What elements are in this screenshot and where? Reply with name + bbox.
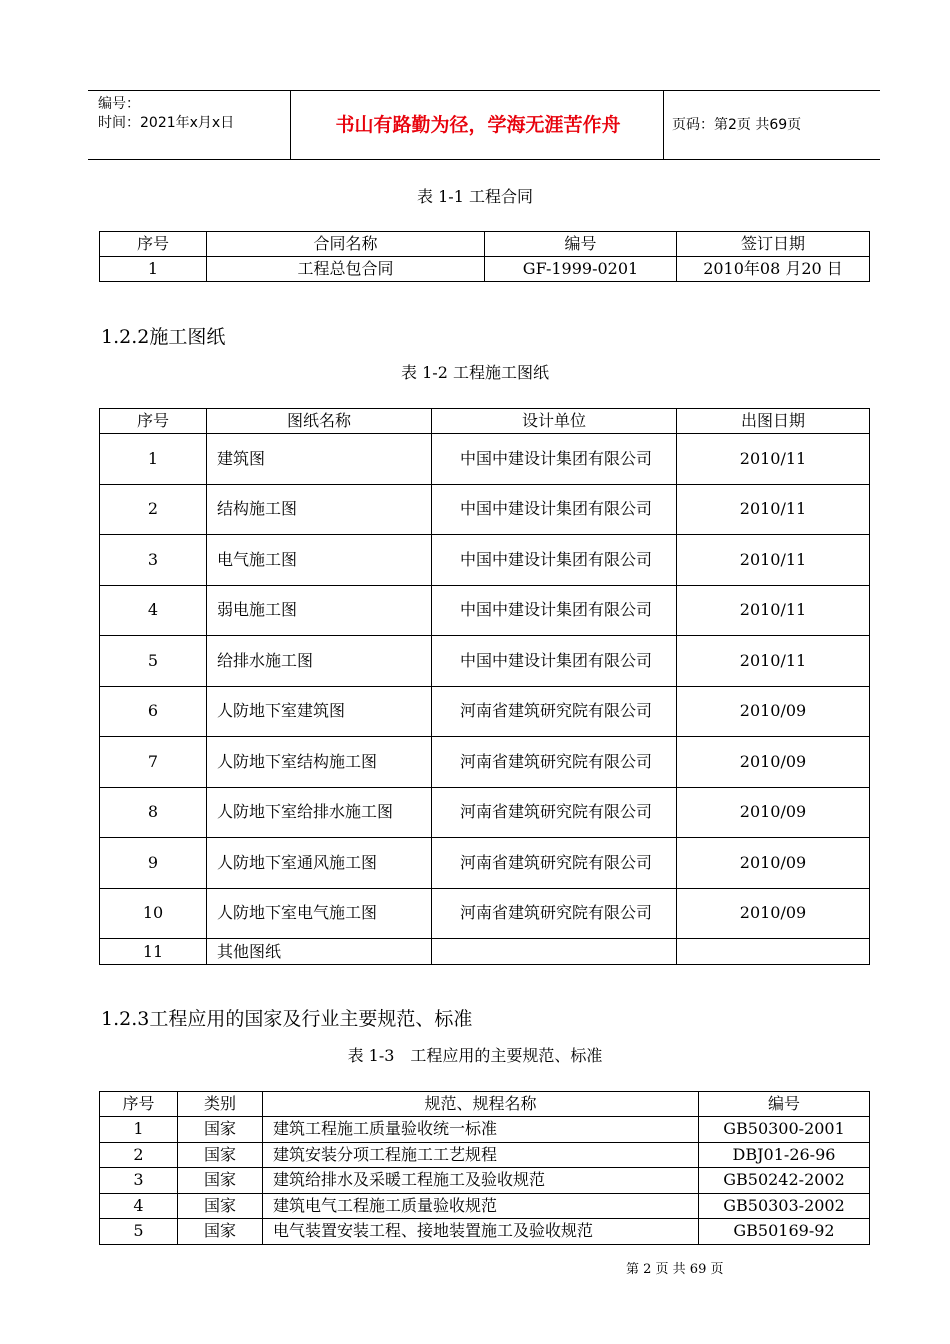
table-cell: 电气施工图 xyxy=(207,535,432,586)
table-header-row xyxy=(100,409,870,434)
column-header: 签订日期 xyxy=(677,232,870,257)
column-header: 序号 xyxy=(100,1092,178,1117)
table2-caption: 表 1-2 工程施工图纸 xyxy=(401,363,549,382)
table-cell: 8 xyxy=(100,787,207,838)
table-cell: 给排水施工图 xyxy=(207,636,432,687)
table-cell: 2010/11 xyxy=(677,636,870,687)
header-meta xyxy=(98,95,234,133)
table-cell: 国家 xyxy=(178,1117,263,1143)
column-header: 类别 xyxy=(178,1092,263,1117)
table-cell: 2010/11 xyxy=(677,434,870,485)
table-cell: 河南省建筑研究院有限公司 xyxy=(432,737,677,788)
table-cell: 国家 xyxy=(178,1142,263,1168)
table-row xyxy=(100,888,870,939)
table-cell: 河南省建筑研究院有限公司 xyxy=(432,838,677,889)
table-cell: GF-1999-0201 xyxy=(485,257,677,282)
table-cell: 10 xyxy=(100,888,207,939)
page-header xyxy=(88,90,880,160)
table-row xyxy=(100,1117,870,1143)
column-header: 序号 xyxy=(100,409,207,434)
document-time-label: 时间：2021年x月x日 xyxy=(98,115,235,131)
table-cell: 人防地下室结构施工图 xyxy=(207,737,432,788)
table-cell: 中国中建设计集团有限公司 xyxy=(432,585,677,636)
table-cell: 工程总包合同 xyxy=(207,257,485,282)
column-header: 规范、规程名称 xyxy=(263,1092,699,1117)
table-cell: 4 xyxy=(100,1193,178,1219)
table-cell: 4 xyxy=(100,585,207,636)
table-cell: 2010/11 xyxy=(677,585,870,636)
table-cell: 建筑电气工程施工质量验收规范 xyxy=(263,1193,699,1219)
table-row xyxy=(100,535,870,586)
table-row xyxy=(100,484,870,535)
table-cell: 5 xyxy=(100,636,207,687)
table-cell: 1 xyxy=(100,257,207,282)
table-row xyxy=(100,636,870,687)
table-row xyxy=(100,1219,870,1245)
table-cell: 国家 xyxy=(178,1193,263,1219)
table-cell: 国家 xyxy=(178,1219,263,1245)
section-heading: 1.2.3工程应用的国家及行业主要规范、标准 xyxy=(101,1008,473,1030)
table-cell: 2 xyxy=(100,1142,178,1168)
table-cell: 中国中建设计集团有限公司 xyxy=(432,434,677,485)
table-cell: 7 xyxy=(100,737,207,788)
table-cell: 建筑安装分项工程施工工艺规程 xyxy=(263,1142,699,1168)
column-header: 图纸名称 xyxy=(207,409,432,434)
table-cell: 2010/09 xyxy=(677,888,870,939)
table-cell: 河南省建筑研究院有限公司 xyxy=(432,787,677,838)
header-divider xyxy=(290,91,291,159)
table1-caption: 表 1-1 工程合同 xyxy=(417,187,533,206)
table-cell: 中国中建设计集团有限公司 xyxy=(432,636,677,687)
table-row xyxy=(100,1142,870,1168)
table-cell: DBJ01-26-96 xyxy=(699,1142,870,1168)
contract-table xyxy=(99,231,870,282)
table-cell xyxy=(677,939,870,965)
table-cell: 国家 xyxy=(178,1168,263,1194)
table-cell: 弱电施工图 xyxy=(207,585,432,636)
table-row xyxy=(100,939,870,965)
table-row xyxy=(100,838,870,889)
standards-table xyxy=(99,1091,870,1245)
column-header: 合同名称 xyxy=(207,232,485,257)
table-row xyxy=(100,1168,870,1194)
table-cell: 结构施工图 xyxy=(207,484,432,535)
table-cell: 人防地下室通风施工图 xyxy=(207,838,432,889)
table-cell: 1 xyxy=(100,434,207,485)
table-cell: 2010/11 xyxy=(677,535,870,586)
table-cell: 9 xyxy=(100,838,207,889)
table-cell: 2010年08 月20 日 xyxy=(677,257,870,282)
page-footer: 第 2 页 共 69 页 xyxy=(626,1262,724,1277)
table-cell: 6 xyxy=(100,686,207,737)
table-row xyxy=(100,787,870,838)
column-header: 编号 xyxy=(699,1092,870,1117)
table-row xyxy=(100,686,870,737)
table-cell: 2 xyxy=(100,484,207,535)
table-cell: 2010/09 xyxy=(677,787,870,838)
table-cell: GB50242-2002 xyxy=(699,1168,870,1194)
column-header: 出图日期 xyxy=(677,409,870,434)
table-cell: 人防地下室给排水施工图 xyxy=(207,787,432,838)
table-cell: 电气装置安装工程、接地装置施工及验收规范 xyxy=(263,1219,699,1245)
table-cell: 中国中建设计集团有限公司 xyxy=(432,484,677,535)
table-cell: 3 xyxy=(100,1168,178,1194)
table-header-row xyxy=(100,1092,870,1117)
table-cell: 河南省建筑研究院有限公司 xyxy=(432,686,677,737)
table-row xyxy=(100,257,870,282)
table-cell: 人防地下室电气施工图 xyxy=(207,888,432,939)
table-cell: GB50303-2002 xyxy=(699,1193,870,1219)
table-cell: 建筑图 xyxy=(207,434,432,485)
table-cell: 建筑给排水及采暖工程施工及验收规范 xyxy=(263,1168,699,1194)
table-cell: GB50169-92 xyxy=(699,1219,870,1245)
table-cell: 建筑工程施工质量验收统一标准 xyxy=(263,1117,699,1143)
table-cell: 其他图纸 xyxy=(207,939,432,965)
table-cell: 2010/11 xyxy=(677,484,870,535)
table-cell: 河南省建筑研究院有限公司 xyxy=(432,888,677,939)
table-cell: 1 xyxy=(100,1117,178,1143)
document-number-label: 编号： xyxy=(98,96,140,112)
column-header: 设计单位 xyxy=(432,409,677,434)
table-row xyxy=(100,434,870,485)
column-header: 序号 xyxy=(100,232,207,257)
table-cell: 2010/09 xyxy=(677,686,870,737)
section-heading: 1.2.2施工图纸 xyxy=(101,326,226,348)
table-row xyxy=(100,585,870,636)
table-cell xyxy=(432,939,677,965)
table-cell: 2010/09 xyxy=(677,838,870,889)
table-cell: 11 xyxy=(100,939,207,965)
table-row xyxy=(100,1193,870,1219)
table-row xyxy=(100,737,870,788)
table-cell: 人防地下室建筑图 xyxy=(207,686,432,737)
column-header: 编号 xyxy=(485,232,677,257)
header-divider xyxy=(663,91,664,159)
table-header-row xyxy=(100,232,870,257)
header-motto: 书山有路勤为径，学海无涯苦作舟 xyxy=(335,114,621,136)
drawings-table xyxy=(99,408,870,965)
table3-caption: 表 1-3 工程应用的主要规范、标准 xyxy=(347,1046,603,1065)
table-cell: GB50300-2001 xyxy=(699,1117,870,1143)
table-cell: 2010/09 xyxy=(677,737,870,788)
table-cell: 3 xyxy=(100,535,207,586)
header-page-label: 页码：第2页 共69页 xyxy=(672,117,802,133)
table-cell: 中国中建设计集团有限公司 xyxy=(432,535,677,586)
table-cell: 5 xyxy=(100,1219,178,1245)
